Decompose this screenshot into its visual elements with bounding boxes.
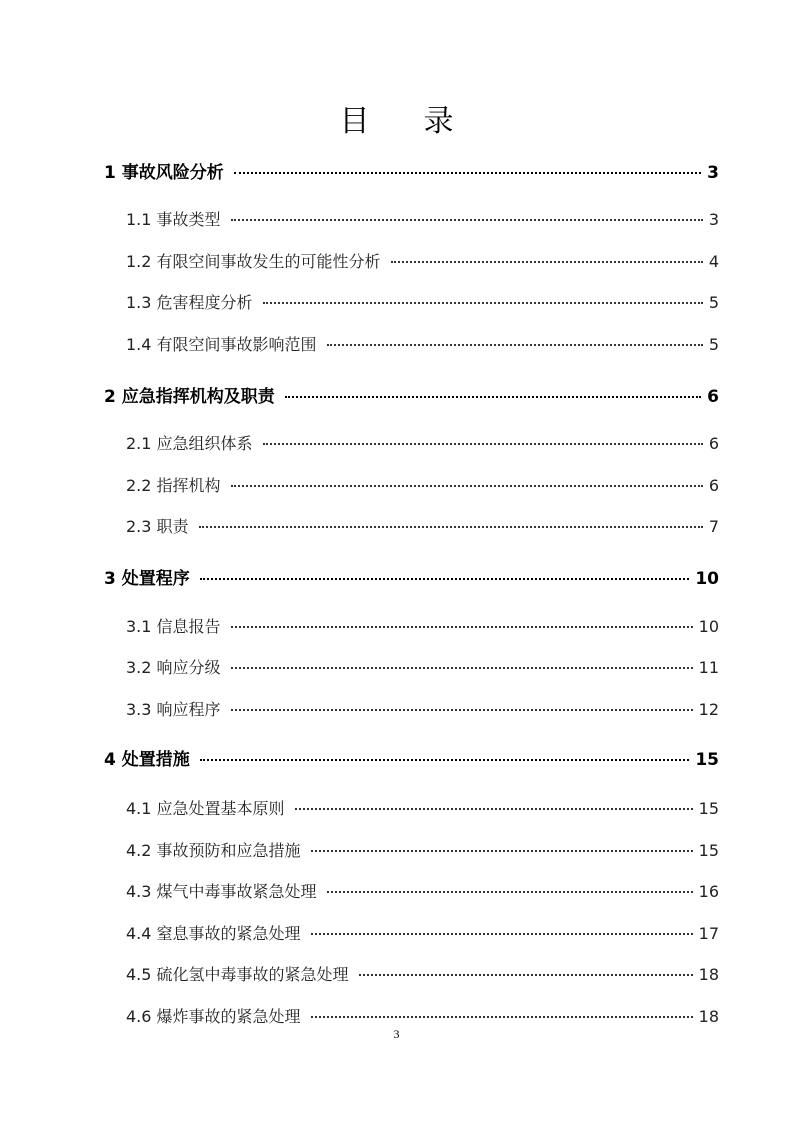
toc-section-entry[interactable]	[126, 511, 719, 537]
toc-section-entry[interactable]	[126, 835, 719, 861]
toc-entry-label: 4.6 爆炸事故的紧急处理	[126, 1007, 301, 1027]
toc-entry-page-number: 17	[698, 924, 719, 944]
toc-entry-label: 2 应急指挥机构及职责	[104, 387, 275, 408]
toc-entry-label: 4 处置措施	[104, 750, 190, 771]
toc-entry-page-number: 6	[708, 434, 719, 454]
toc-entry-page-number: 15	[695, 750, 719, 771]
dot-leader	[231, 648, 693, 669]
toc-entry-page-number: 10	[695, 569, 719, 590]
toc-entry-label: 4.5 硫化氢中毒事故的紧急处理	[126, 965, 349, 985]
toc-entry-page-number: 11	[698, 658, 719, 678]
toc-entry-label: 1.1 事故类型	[126, 210, 221, 230]
dot-leader	[200, 558, 690, 580]
toc-entry-page-number: 18	[698, 965, 719, 985]
toc-entry-page-number: 5	[708, 293, 719, 313]
toc-entry-label: 4.1 应急处置基本原则	[126, 799, 285, 819]
toc-chapter-entry[interactable]	[104, 743, 719, 770]
toc-entry-page-number: 3	[707, 163, 719, 184]
toc-section-entry[interactable]	[126, 470, 719, 496]
toc-section-entry[interactable]	[126, 204, 719, 230]
dot-leader	[327, 325, 703, 346]
toc-entry-label: 4.4 窒息事故的紧急处理	[126, 924, 301, 944]
toc-section-entry[interactable]	[126, 287, 719, 313]
dot-leader	[234, 152, 701, 174]
toc-entry-label: 1.2 有限空间事故发生的可能性分析	[126, 252, 381, 272]
toc-entry-label: 1.3 危害程度分析	[126, 293, 253, 313]
dot-leader	[311, 914, 693, 935]
dot-leader	[231, 690, 693, 711]
toc-section-entry[interactable]	[126, 329, 719, 355]
toc-section-entry[interactable]	[126, 428, 719, 454]
toc-section-entry[interactable]	[126, 793, 719, 819]
toc-entry-label: 1 事故风险分析	[104, 163, 224, 184]
dot-leader	[285, 376, 701, 398]
toc-section-entry[interactable]	[126, 918, 719, 944]
dot-leader	[311, 997, 693, 1018]
dot-leader	[199, 507, 703, 528]
toc-entry-page-number: 3	[708, 210, 719, 230]
dot-leader	[295, 789, 693, 810]
toc-entry-page-number: 18	[698, 1007, 719, 1027]
toc-section-entry[interactable]	[126, 611, 719, 637]
toc-entry-label: 3 处置程序	[104, 569, 190, 590]
dot-leader	[311, 831, 693, 852]
page-number-footer: 3	[393, 1027, 400, 1041]
dot-leader	[327, 872, 693, 893]
dot-leader	[391, 242, 703, 263]
toc-entry-page-number: 4	[708, 252, 719, 272]
toc-chapter-entry[interactable]	[104, 380, 719, 407]
toc-title: 目录	[339, 104, 508, 139]
toc-section-entry[interactable]	[126, 1001, 719, 1027]
dot-leader	[231, 607, 693, 628]
toc-entry-label: 1.4 有限空间事故影响范围	[126, 335, 317, 355]
toc-entry-page-number: 6	[708, 476, 719, 496]
toc-entry-label: 3.3 响应程序	[126, 700, 221, 720]
toc-section-entry[interactable]	[126, 694, 719, 720]
toc-entry-label: 2.1 应急组织体系	[126, 434, 253, 454]
dot-leader	[231, 466, 703, 487]
toc-chapter-entry[interactable]	[104, 562, 719, 589]
toc-entry-label: 4.3 煤气中毒事故紧急处理	[126, 882, 317, 902]
toc-entry-page-number: 16	[698, 882, 719, 902]
toc-entry-page-number: 15	[698, 841, 719, 861]
toc-entry-page-number: 5	[708, 335, 719, 355]
dot-leader	[263, 283, 703, 304]
toc-entry-label: 2.3 职责	[126, 517, 189, 537]
toc-chapter-entry[interactable]	[104, 156, 719, 183]
toc-entry-label: 2.2 指挥机构	[126, 476, 221, 496]
dot-leader	[263, 424, 703, 445]
toc-entry-label: 4.2 事故预防和应急措施	[126, 841, 301, 861]
toc-section-entry[interactable]	[126, 652, 719, 678]
toc-entry-label: 3.1 信息报告	[126, 617, 221, 637]
toc-entry-page-number: 15	[698, 799, 719, 819]
dot-leader	[231, 200, 703, 221]
toc-entry-page-number: 7	[708, 517, 719, 537]
toc-entry-page-number: 10	[698, 617, 719, 637]
toc-section-entry[interactable]	[126, 876, 719, 902]
toc-section-entry[interactable]	[126, 246, 719, 272]
toc-section-entry[interactable]	[126, 959, 719, 985]
toc-entry-page-number: 12	[698, 700, 719, 720]
toc-entry-label: 3.2 响应分级	[126, 658, 221, 678]
dot-leader	[359, 955, 693, 976]
dot-leader	[200, 739, 690, 761]
toc-entry-page-number: 6	[707, 387, 719, 408]
